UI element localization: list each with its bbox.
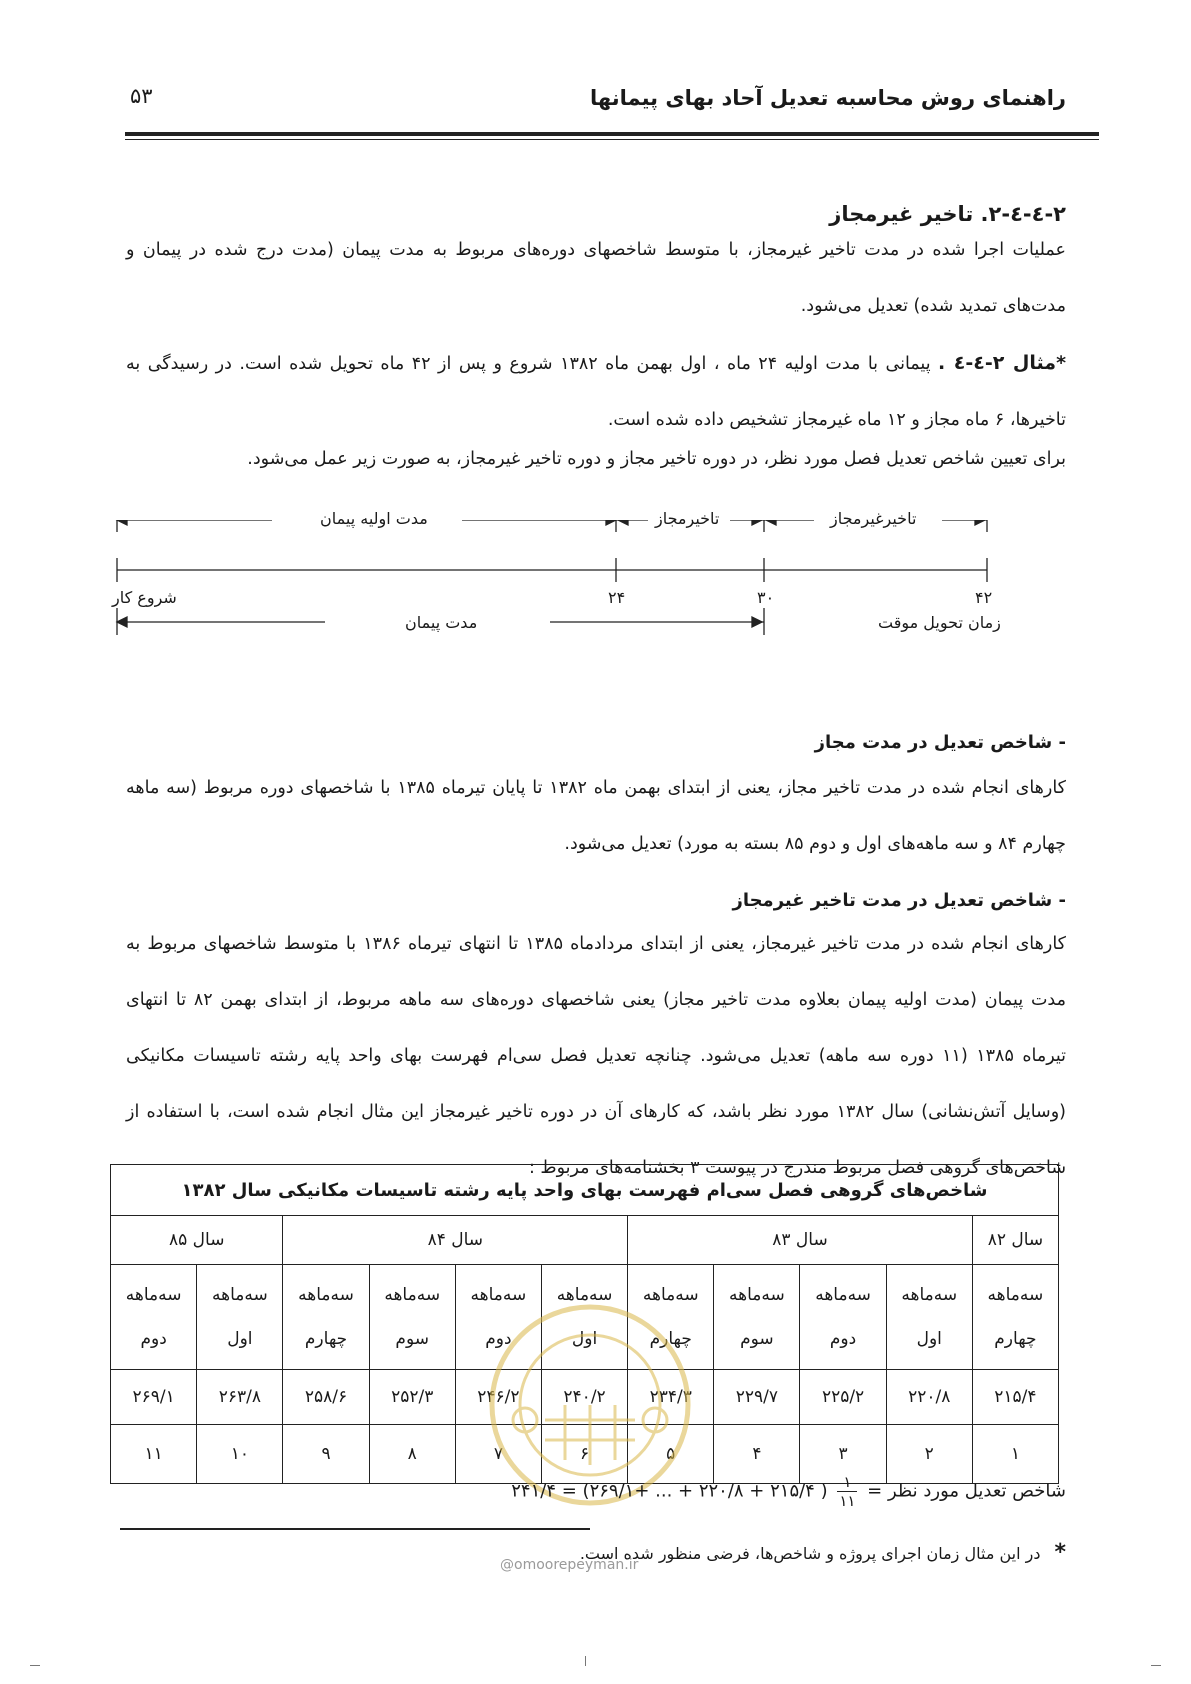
quarter-cell xyxy=(800,1265,886,1370)
quarter-top-label: سه‌ماهه xyxy=(470,1285,527,1305)
watermark-text: @omoorepeyman.ir xyxy=(500,1557,639,1573)
quarter-top-label: سه‌ماهه xyxy=(556,1285,613,1305)
quarter-cell xyxy=(283,1265,369,1370)
allowed-index-paragraph: کارهای انجام شده در مدت تاخیر مجاز، یعنی از ابتدای بهمن ماه ۱۳۸۲ تا پایان تیرماه ۱۳۸۵ با شاخصهای دوره مربوط (سه ماهه چهارم ۸۴ و سه ماهه‌های اول و دوم ۸۵ بسته به مورد) تعدیل می‌شود. xyxy=(126,778,1066,854)
period-number-cell: ۷ xyxy=(455,1425,541,1484)
quarter-top-label: سه‌ماهه xyxy=(729,1285,785,1305)
tick-30-label: ۳۰ xyxy=(757,588,775,607)
quarter-bottom-label: دوم xyxy=(485,1329,512,1349)
index-value-cell: ۲۲۰/۸ xyxy=(886,1370,972,1425)
year-cell: سال ۸۲ xyxy=(972,1216,1058,1265)
quarter-cell xyxy=(886,1265,972,1370)
formula-expression: ( ۲۱۵/۴ + ۲۲۰/۸ + ... +۲۶۹/۱) = ۲۴۱/۴ xyxy=(511,1480,828,1502)
fraction-numerator: ۱ xyxy=(837,1473,857,1492)
quarter-cell xyxy=(111,1265,197,1370)
header-rule-thin xyxy=(125,139,1099,140)
table-year-row xyxy=(111,1216,1059,1265)
start-label: شروع کار xyxy=(112,588,177,607)
quarter-bottom-label: چهارم xyxy=(994,1329,1037,1349)
index-value-cell: ۲۶۳/۸ xyxy=(197,1370,283,1425)
quarter-bottom-label: اول xyxy=(571,1329,598,1349)
quarter-bottom-label: چهارم xyxy=(304,1329,348,1349)
quarter-top-label: سه‌ماهه xyxy=(125,1285,182,1305)
page-number: ۵۳ xyxy=(130,84,153,108)
initial-duration-label: مدت اولیه پیمان xyxy=(320,509,428,528)
section-intro-paragraph: عملیات اجرا شده در مدت تاخیر غیرمجاز، با متوسط شاخصهای دوره‌های مربوط به مدت پیمان (مدت درج شده در پیمان و مدت‌های تمدید شده) تعدیل می‌شود. xyxy=(126,240,1066,316)
quarter-cell xyxy=(197,1265,283,1370)
formula-lhs: شاخص تعدیل مورد نظر = xyxy=(867,1480,1066,1502)
example-text: پیمانی با مدت اولیه ۲۴ ماه ، اول بهمن ماه ۱۳۸۲ شروع و پس از ۴۲ ماه تحویل شده است. در رسیدگی به تاخیرها، ۶ ماه مجاز و ۱۲ ماه غیرمجاز تشخیص داده شده است. xyxy=(126,354,1066,430)
delivery-label: زمان تحویل موقت xyxy=(878,613,1001,632)
index-value-cell: ۲۳۴/۳ xyxy=(628,1370,714,1425)
formula-fraction xyxy=(837,1473,857,1510)
scan-center-mark xyxy=(585,1656,586,1666)
footnote-text: در این مثال زمان اجرای پروژه و شاخص‌ها، فرضی منظور شده است. xyxy=(579,1544,1041,1563)
tick-24-label: ۲۴ xyxy=(608,588,626,607)
footnote-rule xyxy=(120,1528,590,1530)
quarter-bottom-label: اول xyxy=(227,1329,253,1349)
running-header-title: راهنمای روش محاسبه تعدیل آحاد بهای پیمانها xyxy=(589,86,1066,110)
table-title: شاخص‌های گروهی فصل سی‌ام فهرست بهای واحد پایه رشته تاسیسات مکانیکی سال ۱۳۸۲ xyxy=(111,1165,1059,1216)
index-value-cell: ۲۴۶/۲ xyxy=(455,1370,541,1425)
index-value-cell: ۲۲۵/۲ xyxy=(800,1370,886,1425)
quarter-cell xyxy=(369,1265,455,1370)
index-value-cell: ۲۶۹/۱ xyxy=(111,1370,197,1425)
example-title: *مثال ۲-٤-٤ . xyxy=(938,352,1066,374)
quarter-bottom-label: چهارم xyxy=(649,1329,692,1349)
quarter-top-label: سه‌ماهه xyxy=(642,1285,699,1305)
quarter-bottom-label: سوم xyxy=(740,1329,774,1349)
contract-duration-label: مدت پیمان xyxy=(405,613,478,632)
timeline-diagram xyxy=(0,509,1191,700)
quarter-cell xyxy=(714,1265,800,1370)
index-value-cell: ۲۱۵/۴ xyxy=(972,1370,1058,1425)
period-number-cell: ۱۱ xyxy=(111,1425,197,1484)
period-number-cell: ۹ xyxy=(283,1425,369,1484)
section-heading: ۲-٤-٤-۲. تاخیر غیرمجاز xyxy=(829,202,1066,226)
quarter-bottom-label: سوم xyxy=(395,1329,429,1349)
period-number-cell: ۴ xyxy=(714,1425,800,1484)
method-paragraph: برای تعیین شاخص تعدیل فصل مورد نظر، در دوره تاخیر مجاز و دوره تاخیر غیرمجاز، به صورت زیر عمل می‌شود. xyxy=(247,449,1066,469)
quarter-top-label: سه‌ماهه xyxy=(212,1285,268,1305)
fraction-denominator: ۱۱ xyxy=(839,1492,856,1510)
header-rule xyxy=(125,132,1099,136)
quarter-cell xyxy=(972,1265,1058,1370)
index-value-cell: ۲۵۲/۳ xyxy=(369,1370,455,1425)
tick-42-label: ۴۲ xyxy=(975,588,993,607)
period-number-cell: ۲ xyxy=(886,1425,972,1484)
allowed-delay-label: تاخیرمجاز xyxy=(655,509,720,528)
index-value-cell: ۲۵۸/۶ xyxy=(283,1370,369,1425)
quarter-bottom-label: اول xyxy=(916,1329,942,1349)
period-number-cell: ۵ xyxy=(628,1425,714,1484)
period-number-cell: ۶ xyxy=(541,1425,627,1484)
period-number-cell: ۱۰ xyxy=(197,1425,283,1484)
scan-corner-mark xyxy=(30,1665,40,1666)
disallowed-index-paragraph: کارهای انجام شده در مدت تاخیر غیرمجاز، یعنی از ابتدای مردادماه ۱۳۸۵ تا انتهای تیرماه ۱۳۸۶ با متوسط شاخصهای مربوط به مدت پیمان (مدت اولیه پیمان بعلاوه مدت تاخیر مجاز) یعنی شاخصهای دوره‌های سه ماهه مربوط، از ابتدای بهمن ۸۲ تا انتهای تیرماه ۱۳۸۵ (۱۱ دوره سه ماهه) تعدیل می‌شود. چنانچه تعدیل فصل سی‌ام فهرست بهای واحد پایه رشته تاسیسات مکانیکی (وسایل آتش‌نشانی) سال ۱۳۸۲ مورد نظر باشد، که کارهای آن در دوره تاخیر غیرمجاز این مثال انجام شده است، با استفاده از شاخص‌های گروهی فصل مربوط مندرج در پیوست ۳ بخشنامه‌های مربوط : xyxy=(126,934,1066,1178)
scan-corner-mark xyxy=(1151,1665,1161,1666)
quarter-top-label: سه‌ماهه xyxy=(384,1285,441,1305)
quarter-top-label: سه‌ماهه xyxy=(987,1285,1044,1305)
disallowed-delay-label: تاخیرغیرمجاز xyxy=(830,509,917,528)
period-number-cell: ۸ xyxy=(369,1425,455,1484)
quarter-bottom-label: دوم xyxy=(140,1329,167,1349)
year-cell: سال ۸۴ xyxy=(283,1216,628,1265)
index-value-cell: ۲۴۰/۲ xyxy=(541,1370,627,1425)
quarter-top-label: سه‌ماهه xyxy=(815,1285,871,1305)
footnote-star: * xyxy=(1054,1540,1066,1565)
year-cell: سال ۸۵ xyxy=(111,1216,283,1265)
allowed-index-heading: - شاخص تعدیل در مدت مجاز xyxy=(814,732,1066,753)
timeline-lines xyxy=(0,520,1191,700)
quarter-bottom-label: دوم xyxy=(829,1329,857,1349)
period-number-cell: ۳ xyxy=(800,1425,886,1484)
disallowed-index-heading: - شاخص تعدیل در مدت تاخیر غیرمجاز xyxy=(732,890,1066,911)
quarter-top-label: سه‌ماهه xyxy=(298,1285,354,1305)
quarter-top-label: سه‌ماهه xyxy=(901,1285,958,1305)
year-cell: سال ۸۳ xyxy=(628,1216,973,1265)
average-index-formula xyxy=(511,1473,1066,1510)
footnote xyxy=(580,1540,1066,1565)
index-value-cell: ۲۲۹/۷ xyxy=(714,1370,800,1425)
period-number-cell: ۱ xyxy=(972,1425,1058,1484)
